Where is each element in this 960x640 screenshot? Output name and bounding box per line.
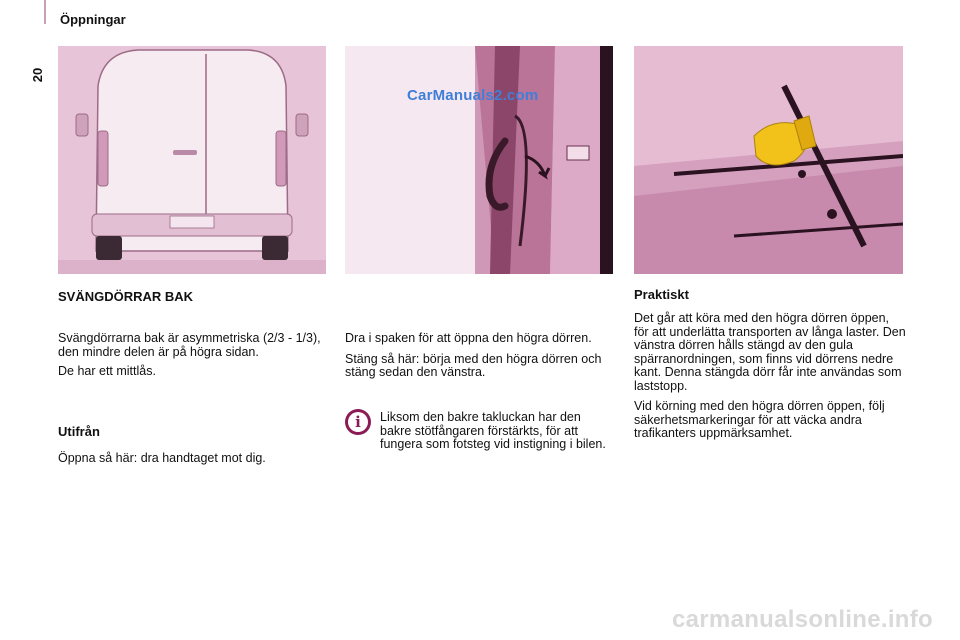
margin-bar (44, 0, 46, 24)
lever-view-image (345, 46, 613, 274)
lever-paragraph: Dra i spaken för att öppna den högra dörren. (345, 331, 592, 345)
info-note: Liksom den bakre takluckan har den bakre stötfångaren förstärkts, för att fungera som fotsteg vid instigning i bilen. (380, 410, 606, 451)
doors-description (58, 332, 323, 379)
image-watermark: CarManuals2.com (407, 87, 539, 104)
doors-title: SVÄNGDÖRRAR BAK (58, 289, 194, 304)
lever-instructions (345, 332, 610, 380)
lever-paragraph: Stäng så här: börja med den högra dörren och stäng sedan den vänstra. (345, 351, 602, 379)
practical-text (634, 312, 906, 441)
doors-paragraph: De har ett mittlås. (58, 364, 156, 378)
rear-view-image (58, 46, 326, 274)
info-icon: i (345, 409, 371, 435)
page-number: 20 (29, 67, 45, 83)
practical-paragraph: Det går att köra med den högra dörren öppen, för att underlätta transporten av långa laster. Den vänstra dörren hålls stängd av den gula spärranordningen, som finns vid dörrens nedre kant. Denna stängda dörr får inte användas som laststopp. (634, 311, 906, 393)
outside-instruction: Öppna så här: dra handtaget mot dig. (58, 451, 266, 465)
catch-view-image (634, 46, 903, 274)
practical-title: Praktiskt (634, 287, 689, 302)
outside-subheading: Utifrån (58, 424, 100, 439)
page-watermark: carmanualsonline.info (672, 606, 934, 633)
section-title: Öppningar (60, 12, 126, 27)
doors-paragraph: Svängdörrarna bak är asymmetriska (2/3 - 1/3), den mindre delen är på högra sidan. (58, 331, 321, 359)
practical-paragraph: Vid körning med den högra dörren öppen, följ säkerhetsmarkeringar för att väcka andra trafikanters uppmärksamhet. (634, 399, 885, 440)
